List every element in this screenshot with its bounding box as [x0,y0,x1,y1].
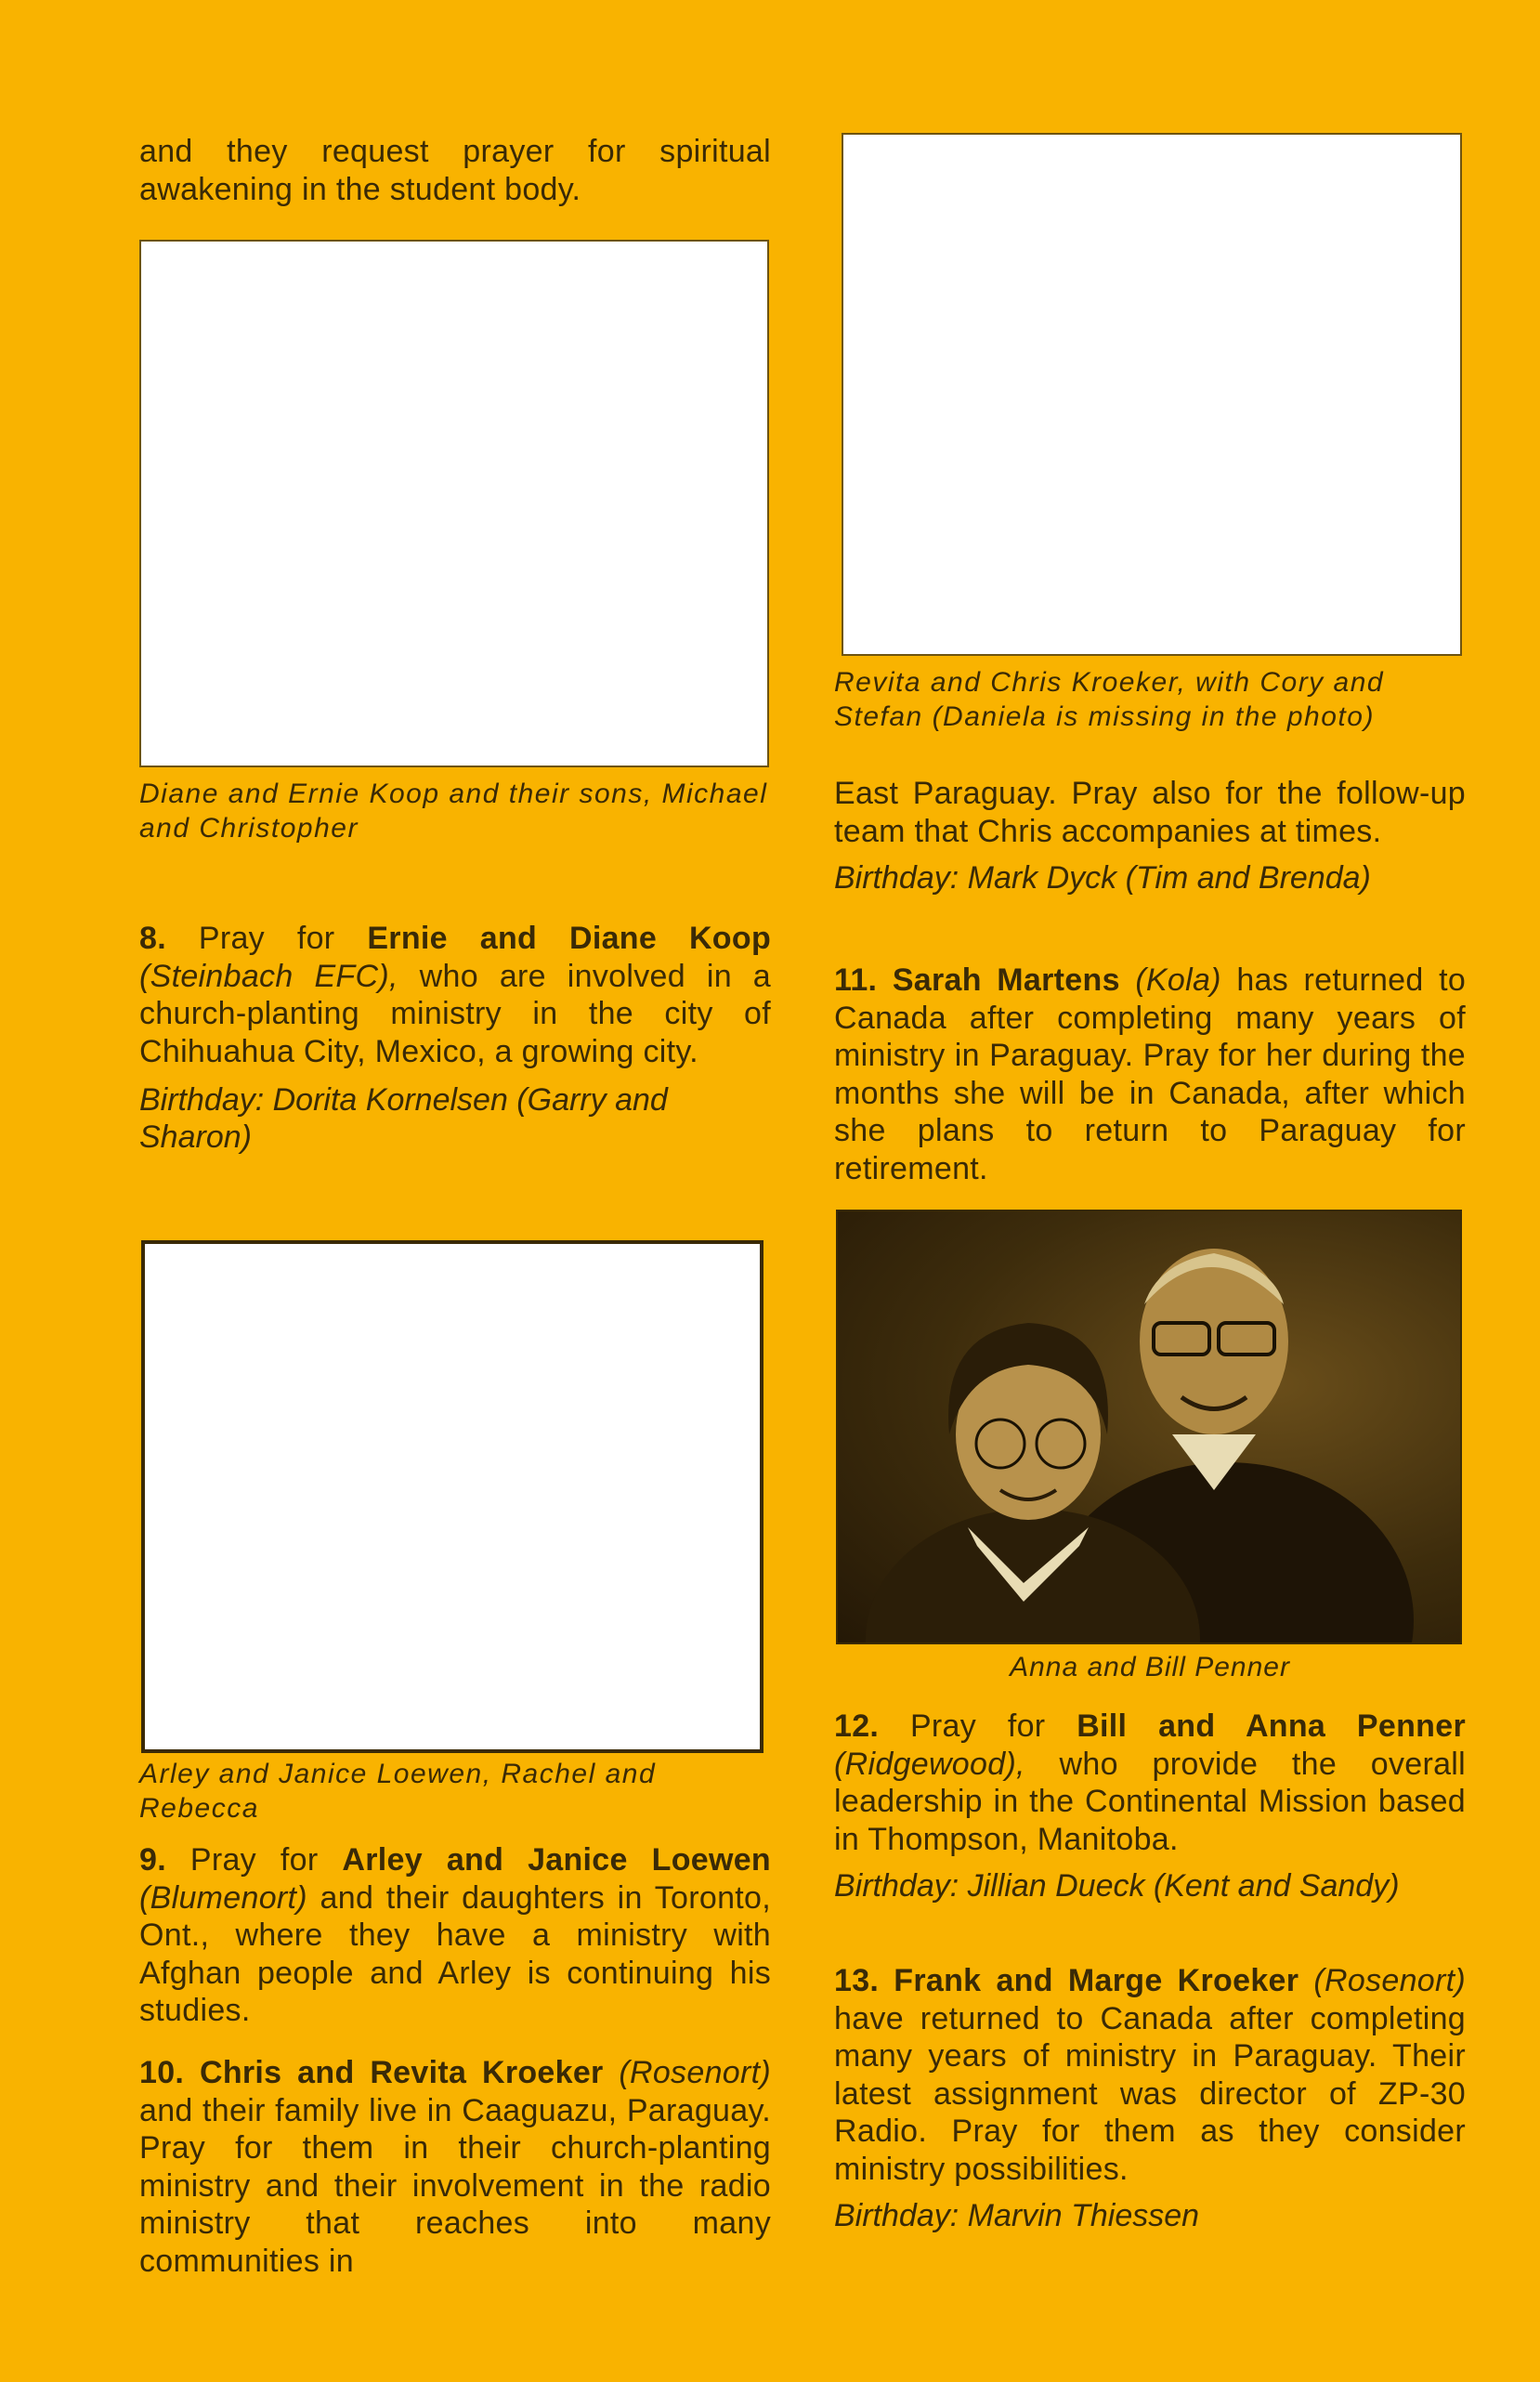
prayer-item-10-continued [834,775,1466,897]
intro-paragraph: and they request prayer for spiritual awakening in the student body. [139,134,771,207]
item-number: 11. [834,962,878,998]
photo-loewen-family [141,1240,763,1753]
photo-penner-couple [836,1210,1462,1644]
item-church: (Rosenort) [1313,1963,1466,1998]
item-names: Chris and Revita Kroeker [199,2055,604,2090]
photo-koop-family [139,240,769,767]
item-number: 8. [139,921,166,956]
item-church: (Blumenort) [139,1879,307,1916]
item-names: Frank and Marge Kroeker [894,1963,1299,1998]
photo-kroeker-family [842,133,1462,656]
item-church: (Rosenort) [619,2055,771,2090]
item-number: 10. [139,2055,185,2090]
item-names: Arley and Janice Loewen [342,1842,771,1878]
item-lead: Pray for [909,1708,1046,1744]
item-number: 13. [834,1963,880,1998]
item-birthday: Birthday: Marvin Thiessen [834,2198,1200,2233]
item-birthday: Birthday: Jillian Dueck (Kent and Sandy) [834,1868,1400,1904]
item-lead: Pray for [198,921,335,956]
caption-kroeker-family: Revita and Chris Kroeker, with Cory and Stefan (Daniela is missing in the photo) [834,667,1385,732]
item-church: (Steinbach EFC), [139,958,398,994]
item-text: and their family live in Caaguazu, Paraguay. Pray for them in their church-planting ministry and their involvement in the radio ministry that reaches into many communities in [139,2092,771,2279]
item-church: (Kola) [1135,962,1221,998]
item-church: (Ridgewood), [834,1746,1025,1782]
prayer-item-8 [139,920,771,1156]
couple-photo-illustration [838,1211,1462,1644]
item-text: and their daughters in Toronto, Ont., where they have a ministry with Afghan people and Arley is continuing his studies. [139,1879,771,2028]
item-names: Ernie and Diane Koop [367,921,772,956]
prayer-item-12 [834,1708,1466,1904]
prayer-item-10 [139,2054,771,2280]
item-birthday: Birthday: Mark Dyck (Tim and Brenda) [834,860,1371,896]
item-names: Bill and Anna Penner [1077,1708,1466,1744]
item-number: 12. [834,1708,880,1744]
item-lead: Pray for [189,1842,319,1878]
caption-koop-family: Diane and Ernie Koop and their sons, Michael and Christopher [139,779,768,844]
item-text: East Paraguay. Pray also for the follow-up team that Chris accompanies at times. [834,776,1466,849]
prayer-item-9 [139,1841,771,2030]
caption-penner-couple: Anna and Bill Penner [1010,1652,1290,1682]
item-birthday: Birthday: Dorita Kornelsen (Garry and Sharon) [139,1082,668,1155]
item-text: who provide the overall leadership in the Continental Mission based in Thompson, Manitoba. [834,1746,1467,1857]
item-number: 9. [139,1842,166,1878]
prayer-item-11 [834,962,1466,1187]
item-names: Sarah Martens [892,962,1120,998]
item-text: who are involved in a church-planting ministry in the city of Chihuahua City, Mexico, a growing city. [139,958,772,1069]
prayer-item-13 [834,1962,1466,2234]
caption-loewen-family: Arley and Janice Loewen, Rachel and Rebecca [139,1759,657,1824]
item-text: have returned to Canada after completing many years of ministry in Paraguay. Their latest assignment was director of ZP-30 Radio. Pray for them as they consider ministry possibilities. [834,2000,1466,2187]
item-text: has returned to Canada after completing many years of ministry in Paraguay. Pray for her during the months she will be in Canada, after which she plans to return to Paraguay for retirement. [834,962,1467,1186]
